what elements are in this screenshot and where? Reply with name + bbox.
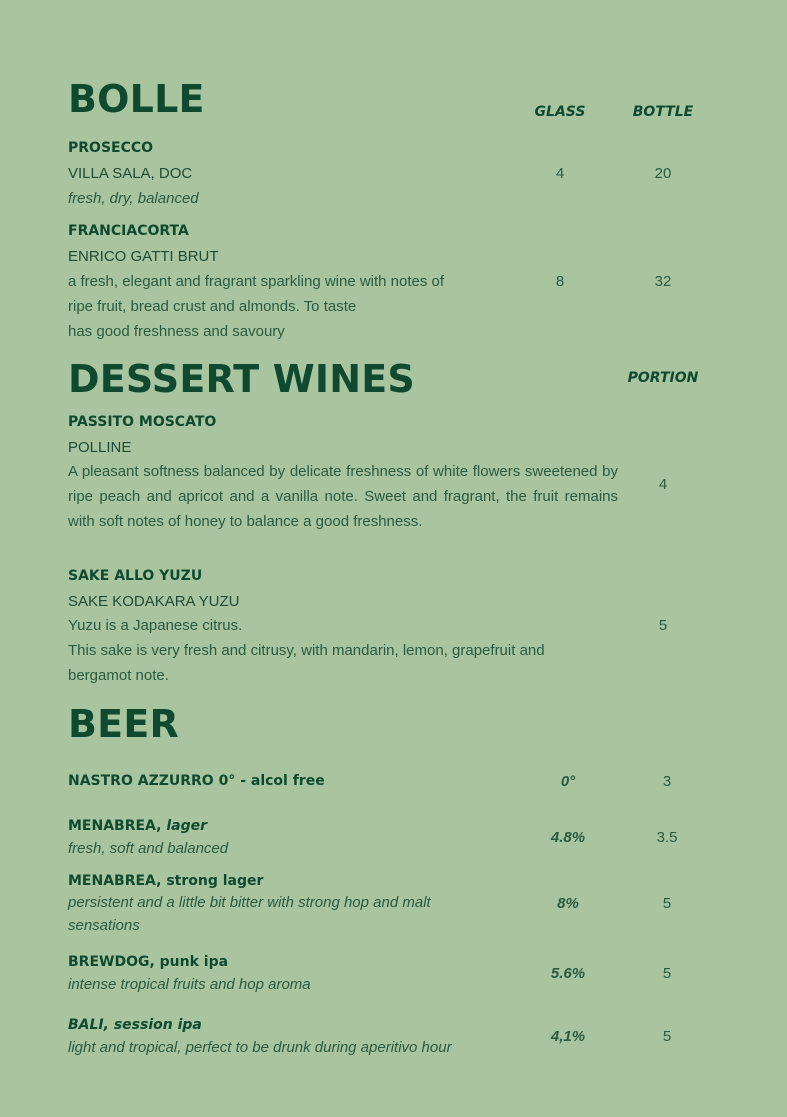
item-desc-franciacorta <box>68 269 508 344</box>
item-bottle-price-prosecco: 20 <box>654 165 672 182</box>
section-title-bolle: BOLLE <box>68 77 205 121</box>
item-price-brewdog-punk-ipa: 5 <box>662 965 672 982</box>
desc-line: a fresh, elegant and fragrant sparkling wine with notes of <box>68 273 445 290</box>
item-name-menabrea-strong-lager: MENABREA, strong lager <box>68 873 264 889</box>
item-producer-passito-moscato: POLLINE <box>68 439 132 456</box>
item-desc-passito-moscato: A pleasant softness balanced by delicate freshness of white flowers sweetened by ripe peach and apricot and a vanilla note. Sweet and fragrant, the fruit remains with soft notes of honey to balance a good freshness. <box>68 463 618 530</box>
desc-line: sensations <box>68 917 140 934</box>
item-name-brewdog-punk-ipa: BREWDOG, punk ipa <box>68 954 229 970</box>
item-name-bali-session-ipa: BALI, session ipa <box>68 1017 202 1033</box>
item-abv-bali-session-ipa: 4,1% <box>550 1028 586 1045</box>
item-desc-bali-session-ipa: light and tropical, perfect to be drunk during aperitivo hour <box>68 1039 452 1056</box>
item-glass-price-prosecco: 4 <box>555 165 565 182</box>
item-glass-price-franciacorta: 8 <box>555 273 565 290</box>
item-producer-franciacorta: ENRICO GATTI BRUT <box>68 248 219 265</box>
desc-line: ripe fruit, bread crust and almonds. To taste <box>68 298 357 315</box>
column-header-bottle: BOTTLE <box>632 104 694 120</box>
item-producer-sake-allo-yuzu: SAKE KODAKARA YUZU <box>68 593 240 610</box>
item-desc-menabrea-lager: fresh, soft and balanced <box>68 840 229 857</box>
item-producer-prosecco: VILLA SALA, DOC <box>68 165 193 182</box>
item-name-menabrea-lager <box>68 818 207 834</box>
column-header-portion: PORTION <box>627 370 699 386</box>
column-header-glass: GLASS <box>534 104 586 120</box>
item-desc-prosecco: fresh, dry, balanced <box>68 190 199 207</box>
item-name-passito-moscato: PASSITO MOSCATO <box>68 414 217 430</box>
item-portion-price-sake-allo-yuzu: 5 <box>658 617 668 634</box>
item-bottle-price-franciacorta: 32 <box>654 273 672 290</box>
desc-line: Yuzu is a Japanese citrus. <box>68 617 243 634</box>
item-abv-menabrea-lager: 4.8% <box>550 829 586 846</box>
item-desc-brewdog-punk-ipa: intense tropical fruits and hop aroma <box>68 976 311 993</box>
item-price-nastro-azzurro: 3 <box>662 773 672 790</box>
item-name-franciacorta: FRANCIACORTA <box>68 223 189 239</box>
desc-line: This sake is very fresh and citrusy, with mandarin, lemon, grapefruit and <box>68 642 545 659</box>
item-desc-menabrea-strong-lager <box>68 891 518 937</box>
item-price-menabrea-strong-lager: 5 <box>662 895 672 912</box>
beer-style: lager <box>166 818 208 834</box>
desc-line: has good freshness and savoury <box>68 323 285 340</box>
item-portion-price-passito-moscato: 4 <box>658 476 668 493</box>
beer-brand: MENABREA, <box>68 818 167 834</box>
item-name-prosecco: PROSECCO <box>68 140 154 156</box>
item-abv-nastro-azzurro: 0° <box>560 773 576 790</box>
item-name-sake-allo-yuzu: SAKE ALLO YUZU <box>68 568 203 584</box>
item-abv-menabrea-strong-lager: 8% <box>557 895 579 912</box>
section-title-dessert-wines: DESSERT WINES <box>68 357 415 401</box>
desc-line: persistent and a little bit bitter with strong hop and malt <box>68 894 431 911</box>
section-title-beer: BEER <box>68 702 179 746</box>
item-price-menabrea-lager: 3.5 <box>656 829 678 846</box>
item-abv-brewdog-punk-ipa: 5.6% <box>550 965 586 982</box>
item-name-nastro-azzurro: NASTRO AZZURRO 0° - alcol free <box>68 773 325 789</box>
desc-line: bergamot note. <box>68 667 169 684</box>
item-price-bali-session-ipa: 5 <box>662 1028 672 1045</box>
item-desc-sake-allo-yuzu <box>68 613 628 688</box>
